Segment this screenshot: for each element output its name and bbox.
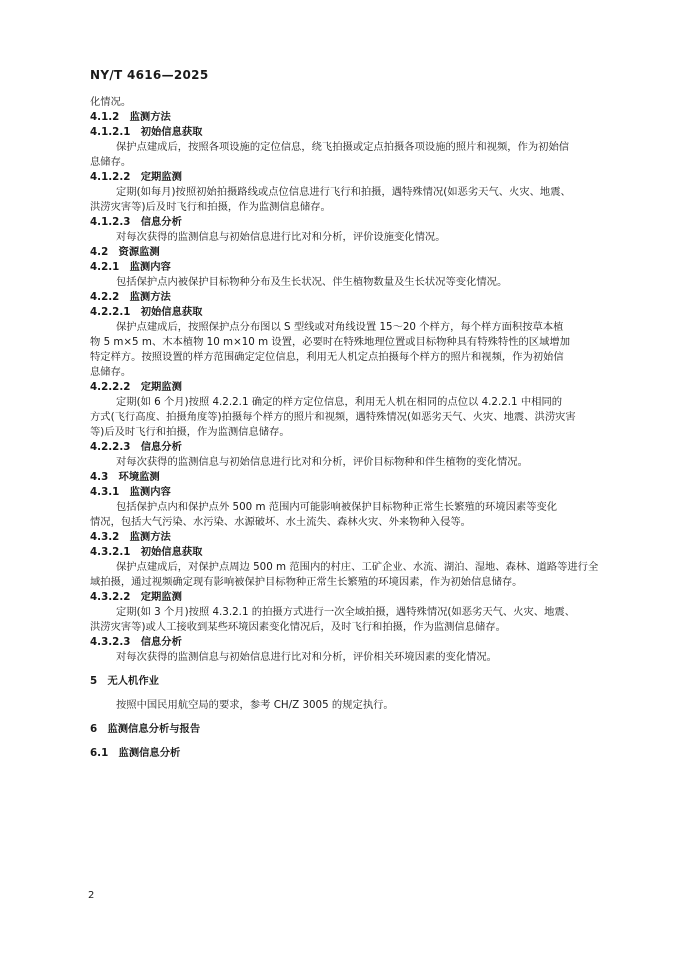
body-line: 对每次获得的监测信息与初始信息进行比对和分析，评价相关环境因素的变化情况。 — [116, 651, 497, 663]
body-line: 洪涝灾害等)或人工接收到某些环境因素变化情况后，及时飞行和拍摄，作为监测信息储存。 — [90, 621, 506, 633]
body-line: 按照中国民用航空局的要求，参考 CH/Z 3005 的规定执行。 — [116, 699, 394, 711]
section-heading: 4.2.2.1 初始信息获取 — [90, 306, 203, 318]
section-heading: 4.2.1 监测内容 — [90, 261, 171, 273]
body-line: 保护点建成后，对保护点周边 500 m 范围内的村庄、工矿企业、水流、湖泊、湿地、森林、道路等进行全 — [116, 561, 599, 573]
body-line: 定期(如 3 个月)按照 4.3.2.1 的拍摄方式进行一次全域拍摄，遇特殊情况(如恶劣天气、火灾、地震、 — [116, 606, 575, 618]
standard-code: NY/T 4616—2025 — [90, 68, 209, 82]
section-heading: 4.3.2.1 初始信息获取 — [90, 546, 203, 558]
section-heading: 4.3.2.2 定期监测 — [90, 591, 182, 603]
body-line: 保护点建成后，按照保护点分布图以 S 型线或对角线设置 15～20 个样方，每个样方面积按草本植 — [116, 321, 564, 333]
document-body — [90, 95, 610, 761]
section-heading: 4.2.2.2 定期监测 — [90, 381, 182, 393]
section-heading: 4.1.2.3 信息分析 — [90, 216, 182, 228]
section-heading: 4.3.1 监测内容 — [90, 486, 171, 498]
section-heading: 4.1.2.2 定期监测 — [90, 171, 182, 183]
body-line: 息储存。 — [90, 156, 132, 168]
section-heading: 4.3.2.3 信息分析 — [90, 636, 182, 648]
body-line: 洪涝灾害等)后及时飞行和拍摄，作为监测信息储存。 — [90, 201, 331, 213]
page-number: 2 — [88, 890, 95, 901]
section-heading: 5 无人机作业 — [90, 675, 159, 687]
section-heading: 4.1.2 监测方法 — [90, 111, 171, 123]
body-line: 对每次获得的监测信息与初始信息进行比对和分析，评价设施变化情况。 — [116, 231, 446, 243]
section-heading: 4.2.2 监测方法 — [90, 291, 171, 303]
body-line: 物 5 m×5 m、木本植物 10 m×10 m 设置，必要时在特殊地理位置或目标物种具有特殊特性的区域增加 — [90, 336, 570, 348]
spacer — [90, 713, 610, 722]
body-line: 域拍摄，通过视频确定现有影响被保护目标物种正常生长繁殖的环境因素，作为初始信息储存。 — [90, 576, 523, 588]
section-heading: 6.1 监测信息分析 — [90, 747, 181, 759]
body-line: 化情况。 — [90, 96, 132, 108]
section-heading: 4.2 资源监测 — [90, 246, 160, 258]
spacer — [90, 689, 610, 698]
section-heading: 4.3.2 监测方法 — [90, 531, 171, 543]
body-line: 特定样方。按照设置的样方范围确定定位信息，利用无人机定点拍摄每个样方的照片和视频，作为初始信 — [90, 351, 564, 363]
body-line: 定期(如 6 个月)按照 4.2.2.1 确定的样方定位信息，利用无人机在相同的点位以 4.2.2.1 中相同的 — [116, 396, 563, 408]
body-line: 方式(飞行高度、拍摄角度等)拍摄每个样方的照片和视频，遇特殊情况(如恶劣天气、火灾、地震、洪涝灾害 — [90, 411, 576, 423]
body-line: 情况，包括大气污染、水污染、水源破坏、水土流失、森林火灾、外来物种入侵等。 — [90, 516, 471, 528]
body-line: 等)后及时飞行和拍摄，作为监测信息储存。 — [90, 426, 290, 438]
spacer — [90, 665, 610, 674]
section-heading: 6 监测信息分析与报告 — [90, 723, 201, 735]
body-line: 包括保护点内和保护点外 500 m 范围内可能影响被保护目标物种正常生长繁殖的环境因素等变化 — [116, 501, 558, 513]
body-line: 定期(如每月)按照初始拍摄路线或点位信息进行飞行和拍摄，遇特殊情况(如恶劣天气、火灾、地震、 — [116, 186, 571, 198]
body-line: 保护点建成后，按照各项设施的定位信息，绕飞拍摄或定点拍摄各项设施的照片和视频，作为初始信 — [116, 141, 570, 153]
body-line: 包括保护点内被保护目标物种分布及生长状况、伴生植物数量及生长状况等变化情况。 — [116, 276, 508, 288]
body-line: 息储存。 — [90, 366, 132, 378]
section-heading: 4.3 环境监测 — [90, 471, 160, 483]
body-line: 对每次获得的监测信息与初始信息进行比对和分析，评价目标物种和伴生植物的变化情况。 — [116, 456, 528, 468]
spacer — [90, 737, 610, 746]
section-heading: 4.2.2.3 信息分析 — [90, 441, 182, 453]
section-heading: 4.1.2.1 初始信息获取 — [90, 126, 203, 138]
